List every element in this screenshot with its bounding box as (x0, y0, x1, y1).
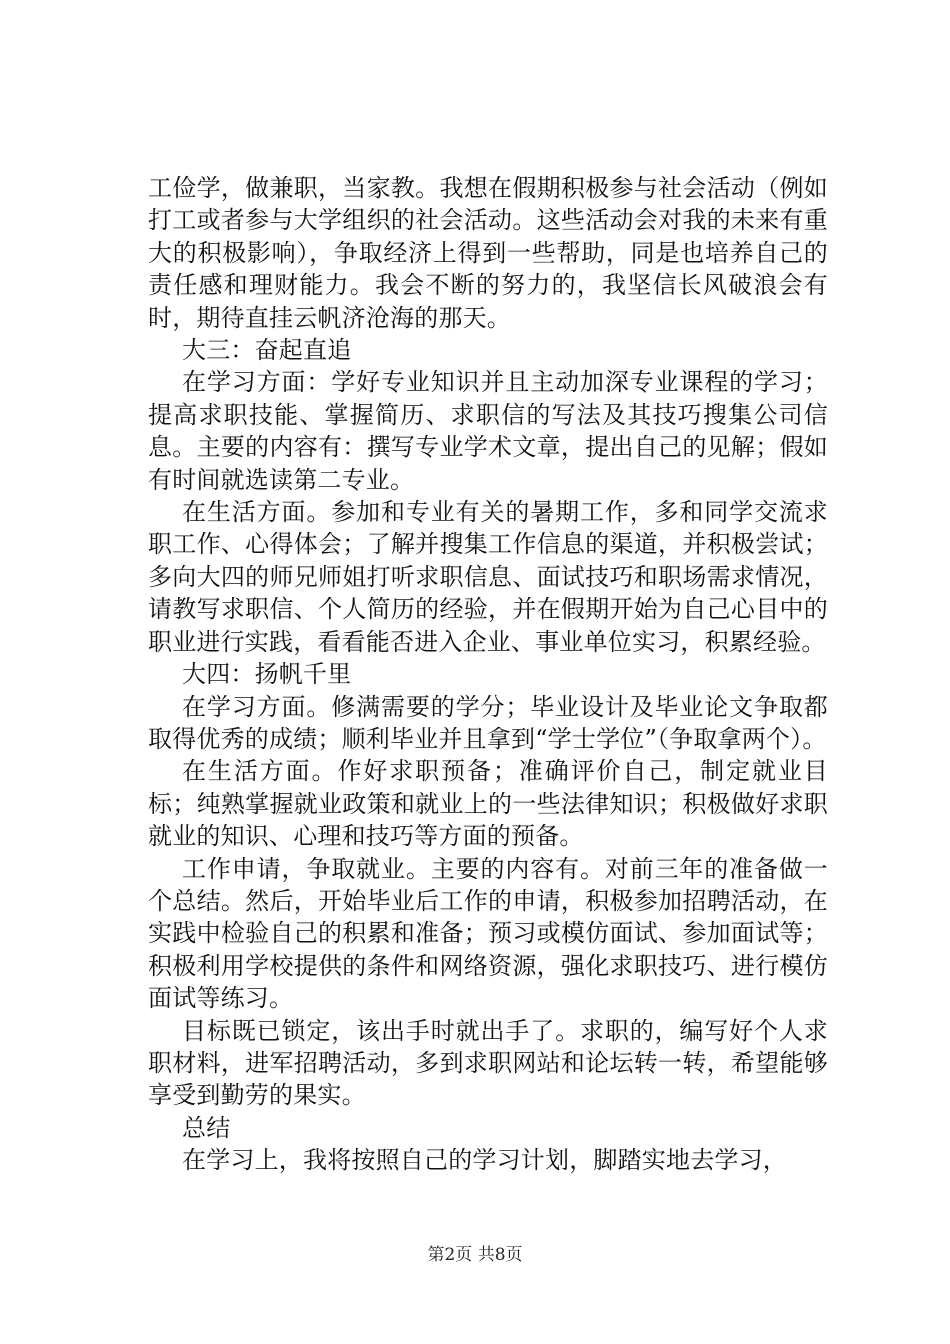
paragraph-9: 目标既已锁定，该出手时就出手了。求职的，编写好个人求职材料，进军招聘活动，多到求职网站和论坛转一转，希望能够享受到勤劳的果实。 (148, 1016, 828, 1110)
page-number-footer: 第2页 共8页 (427, 1245, 523, 1265)
section-heading-junior-year: 大三：奋起直追 (182, 336, 352, 365)
paragraph-8: 工作申请，争取就业。主要的内容有。对前三年的准备做一个总结。然后，开始毕业后工作的申请，积极参加招聘活动，在实践中检验自己的积累和准备；预习或模仿面试、参加面试等；积极利用学校提供的条件和网络资源，强化求职技巧、进行模仿面试等练习。 (148, 854, 828, 1013)
section-heading-summary: 总结 (182, 1113, 231, 1142)
paragraph-3: 在学习方面：学好专业知识并且主动加深专业课程的学习；提高求职技能、掌握简历、求职信的写法及其技巧搜集公司信息。主要的内容有：撰写专业学术文章，提出自己的见解；假如有时间就选读第二专业。 (148, 368, 828, 494)
paragraph-7: 在生活方面。作好求职预备；准确评价自己，制定就业目标；纯熟掌握就业政策和就业上的一些法律知识；积极做好求职就业的知识、心理和技巧等方面的预备。 (148, 757, 828, 851)
paragraph-11: 在学习上，我将按照自己的学习计划，脚踏实地去学习， (182, 1146, 787, 1175)
paragraph-6: 在学习方面。修满需要的学分；毕业设计及毕业论文争取都取得优秀的成绩；顺利毕业并且拿到“学士学位”（争取拿两个）。 (148, 692, 828, 753)
paragraph-4: 在生活方面。参加和专业有关的暑期工作，多和同学交流求职工作、心得体会；了解并搜集工作信息的渠道，并积极尝试；多向大四的师兄师姐打听求职信息、面试技巧和职场需求情况，请教写求职信、个人简历的经验，并在假期开始为自己心目中的职业进行实践，看看能否进入企业、事业单位实习，积累经验。 (148, 498, 828, 656)
document-body (148, 172, 828, 1177)
section-heading-senior-year: 大四：扬帆千里 (182, 660, 352, 689)
paragraph-1: 工俭学，做兼职，当家教。我想在假期积极参与社会活动（例如打工或者参与大学组织的社会活动。这些活动会对我的未来有重大的积极影响），争取经济上得到一些帮助，同是也培养自己的责任感和理财能力。我会不断的努力的，我坚信长风破浪会有时，期待直挂云帆济沧海的那天。 (148, 174, 828, 332)
